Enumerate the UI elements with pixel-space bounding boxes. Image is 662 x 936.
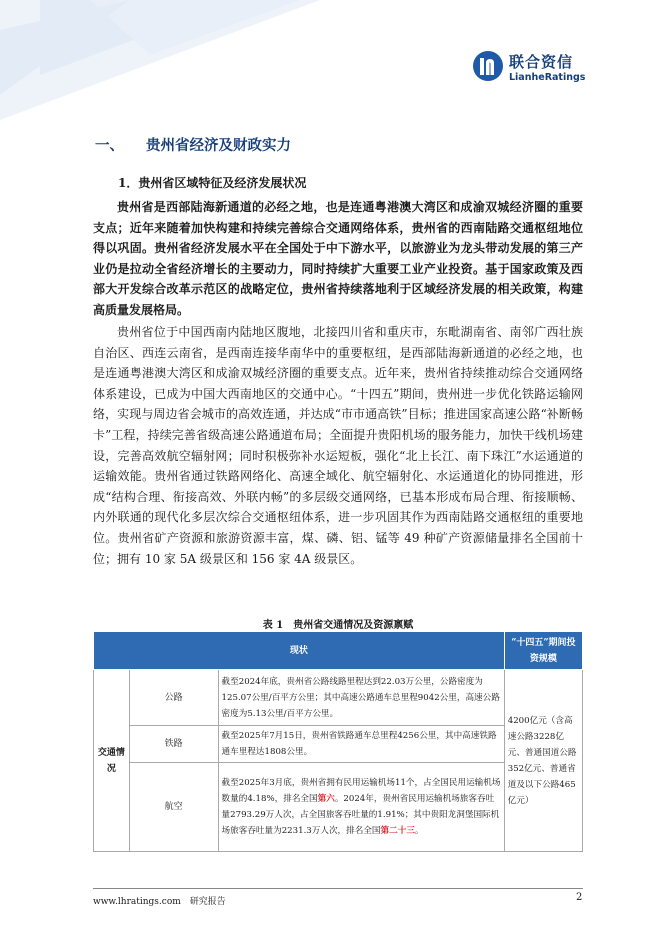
aviation-rank-airport: 第二十三 <box>380 826 415 836</box>
subsection-title: 1．贵州省区域特征及经济发展状况 <box>118 176 307 190</box>
corner-decoration <box>0 0 320 120</box>
table-header-row <box>94 632 583 670</box>
row-name-railway: 铁路 <box>129 726 218 763</box>
transport-resource-table <box>93 631 583 852</box>
row-desc-aviation <box>218 763 504 852</box>
row-desc-railway: 截至2025年7月15日，贵州省铁路通车总里程4256公里，其中高速铁路通车里程达1808公里。 <box>218 726 504 763</box>
footer-site: www.lhratings.com 研究报告 <box>93 897 226 907</box>
investment-cell: 4200亿元（含高速公路3228亿元、普通国道公路352亿元、普通省道及以下公路465亿元） <box>504 670 582 852</box>
logo-chinese-name: 联合资信 <box>509 53 574 71</box>
row-name-highway: 公路 <box>129 670 218 726</box>
company-logo <box>472 50 592 88</box>
aviation-rank-national: 第六 <box>317 794 335 804</box>
aviation-desc-part3: 。 <box>414 826 424 836</box>
aviation-desc-part1: 截至2025年3月底，贵州省拥有民用运输机场11个，占全国民用运输机场数量的4.18%，排名全国 <box>221 778 501 804</box>
table-caption: 表 1 贵州省交通情况及资源禀赋 <box>262 620 414 631</box>
table-row <box>94 670 583 726</box>
logo-english-name: LianheRatings <box>509 72 586 83</box>
row-name-aviation: 航空 <box>129 763 218 852</box>
section-number: 一、 <box>95 138 124 154</box>
aviation-desc-part2: 。2024年，贵州省民用运输机场旅客吞吐量2793.29万人次，占全国旅客吞吐量的1.91%；其中贵阳龙洞堡国际机场旅客吞吐量为2231.3万人次，排名全国 <box>221 794 500 836</box>
category-cell: 交通情况 <box>94 670 130 852</box>
body-paragraph: 贵州省位于中国西南内陆地区腹地，北接四川省和重庆市，东毗湖南省、南邻广西壮族自治区、西连云南省，是西南连接华南华中的重要枢纽，是西部陆海新通道的必经之地，也是连通粤港澳大湾区和成渝双城经济圈的重要支点。近年来，贵州省持续推动综合交通网络体系建设，已成为中国大西南地区的交通中心。“十四五”期间，贵州进一步优化铁路运输网络，实现与周边省会城市的高效连通，并达成“市市通高铁”目标；推进国家高速公路“补断畅卡”工程，持续完善省级高速公路通道布局；全面提升贵阳机场的服务能力，加快干线机场建设，完善高效航空辐射网；同时积极弥补水运短板，强化“北上长江、南下珠江”水运通道的运输效能。贵州省通过铁路网络化、高速全域化、航空辐射化、水运通道化的协同推进，形成“结构合理、衔接高效、外联内畅”的多层级交通网络，已基本形成布局合理、衔接顺畅、内外联通的现代化多层次综合交通枢纽体系，进一步巩固其作为西南陆路交通枢纽的重要地位。贵州省矿产资源和旅游资源丰富，煤、磷、铝、锰等 49 种矿产资源储量排名全国前十位；拥有 10 家 5A 级景区和 156 家 4A 级景区。 <box>93 325 583 566</box>
header-investment: “十四五”期间投资规模 <box>504 632 582 670</box>
page-number: 2 <box>576 892 583 903</box>
footer-divider <box>93 888 583 889</box>
header-status: 现状 <box>94 632 505 670</box>
section-title <box>95 134 291 155</box>
row-desc-highway: 截至2024年底，贵州省公路线路里程达到22.03万公里，公路密度为125.07公里/百平方公里；其中高速公路通车总里程9042公里，高速公路密度为5.13公里/百平方公里。 <box>218 670 504 726</box>
summary-paragraph: 贵州省是西部陆海新通道的必经之地，也是连通粤港澳大湾区和成渝双城经济圈的重要支点；近年来随着加快构建和持续完善综合交通网络体系，贵州省的西南陆路交通枢纽地位得以巩固。贵州省经济发展水平在全国处于中下游水平，以旅游业为龙头带动发展的第三产业仍是拉动全省经济增长的主要动力，同时持续扩大重要工业产业投资。基于国家政策及西部大开发综合改革示范区的战略定位，贵州省持续落地利于区域经济发展的相关政策，构建高质量发展格局。 <box>93 200 583 317</box>
lianhe-logo-icon <box>472 50 504 82</box>
section-title-text: 贵州省经济及财政实力 <box>146 138 291 154</box>
